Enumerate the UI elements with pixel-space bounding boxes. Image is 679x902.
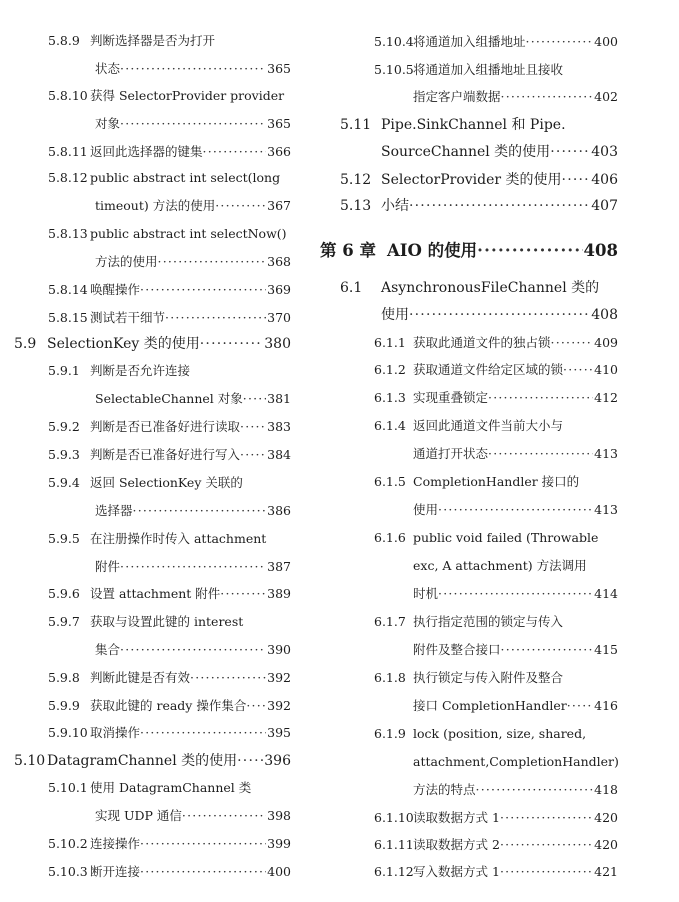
toc-entry-line bbox=[0, 331, 300, 357]
toc-page-number[interactable]: 367 bbox=[267, 198, 291, 213]
toc-entry-number: 5.8.10 bbox=[48, 88, 88, 103]
toc-entry-line bbox=[318, 637, 626, 663]
toc-entry-title: exc, A attachment) 方法调用 bbox=[413, 558, 587, 573]
toc-entry-leader-line bbox=[90, 414, 291, 440]
toc-entry-line bbox=[318, 275, 626, 301]
toc-entry-title: CompletionHandler 接口的 bbox=[413, 474, 580, 489]
dot-leader bbox=[203, 139, 267, 165]
toc-page-number[interactable]: 415 bbox=[594, 642, 618, 657]
toc-entry-leader-line bbox=[95, 637, 291, 663]
toc-entry-leader-line bbox=[381, 193, 618, 219]
toc-entry-line bbox=[0, 111, 300, 137]
dot-leader bbox=[438, 497, 593, 523]
toc-entry-leader-line bbox=[95, 56, 291, 82]
toc-entry-title: 获取与设置此键的 interest bbox=[90, 614, 244, 629]
toc-page-number[interactable]: 392 bbox=[267, 670, 291, 685]
toc-page-number[interactable]: 365 bbox=[267, 116, 291, 131]
toc-entry-line bbox=[0, 775, 300, 801]
dot-leader bbox=[551, 330, 594, 356]
toc-entry-title: SelectionKey 类的使用 bbox=[47, 336, 200, 352]
dot-leader bbox=[562, 167, 591, 193]
toc-entry-title: 在注册操作时传入 attachment bbox=[90, 531, 267, 546]
toc-entry-line bbox=[318, 357, 626, 383]
toc-entry-number: 5.9.1 bbox=[48, 363, 80, 378]
toc-entry-title: SelectableChannel 对象 bbox=[95, 391, 243, 406]
toc-entry-number: 5.9.8 bbox=[48, 670, 80, 685]
toc-entry-title: 小结 bbox=[381, 198, 409, 214]
toc-entry-leader-line bbox=[95, 249, 291, 275]
toc-entry-line bbox=[318, 469, 626, 495]
toc-page-number[interactable]: 381 bbox=[267, 391, 291, 406]
toc-entry-line bbox=[0, 470, 300, 496]
toc-entry-leader-line bbox=[413, 637, 618, 663]
toc-entry-title: 判断选择器是否为打开 bbox=[90, 33, 216, 48]
toc-entry-title: 实现 UDP 通信 bbox=[95, 808, 182, 823]
toc-entry-leader-line bbox=[95, 554, 291, 580]
toc-entry-title: 断开连接 bbox=[90, 864, 141, 879]
toc-entry-leader-line bbox=[413, 441, 618, 467]
dot-leader bbox=[488, 385, 593, 411]
toc-entry-line bbox=[318, 112, 626, 138]
toc-page-number[interactable]: 410 bbox=[594, 362, 618, 377]
toc-page-number[interactable]: 395 bbox=[267, 725, 291, 740]
toc-entry-number: 6.1.1 bbox=[374, 335, 406, 350]
toc-entry-title: 返回此选择器的键集 bbox=[90, 144, 203, 159]
toc-entry-title: 指定客户端数据 bbox=[413, 89, 501, 104]
toc-entry-title: 判断是否已准备好进行读取 bbox=[90, 419, 241, 434]
toc-entry-leader-line bbox=[90, 139, 291, 165]
toc-entry-title: 选择器 bbox=[95, 503, 133, 518]
toc-entry-leader-line bbox=[95, 498, 291, 524]
dot-leader bbox=[438, 581, 593, 607]
toc-entry-line bbox=[0, 803, 300, 829]
dot-leader bbox=[488, 441, 593, 467]
toc-entry-title: Pipe.SinkChannel 和 Pipe. bbox=[381, 117, 566, 133]
toc-entry-line bbox=[0, 193, 300, 219]
toc-entry-line bbox=[318, 330, 626, 356]
dot-leader bbox=[563, 357, 593, 383]
toc-entry-number: 6.1.9 bbox=[374, 726, 406, 741]
toc-entry-line bbox=[0, 609, 300, 635]
toc-entry-title: 将通道加入组播地址且接收 bbox=[413, 62, 564, 77]
toc-entry-leader-line bbox=[47, 331, 291, 357]
dot-leader bbox=[220, 581, 266, 607]
toc-entry-number: 5.10 bbox=[14, 753, 46, 769]
dot-leader bbox=[237, 748, 263, 774]
toc-entry-number: 5.9.9 bbox=[48, 698, 80, 713]
toc-entry-title: 写入数据方式 1 bbox=[413, 864, 500, 879]
toc-entry-line bbox=[0, 56, 300, 82]
toc-page-number[interactable]: 387 bbox=[267, 559, 291, 574]
toc-entry-title: 方法的特点 bbox=[413, 782, 476, 797]
toc-entry-number: 5.8.14 bbox=[48, 282, 88, 297]
toc-entry-leader-line bbox=[413, 832, 618, 858]
toc-entry-line bbox=[0, 554, 300, 580]
dot-leader bbox=[140, 859, 266, 885]
toc-page-number[interactable]: 421 bbox=[594, 864, 618, 879]
toc-entry-leader-line bbox=[413, 84, 618, 110]
toc-entry-line bbox=[0, 165, 300, 191]
toc-entry-leader-line bbox=[90, 859, 291, 885]
toc-entry-line bbox=[0, 358, 300, 384]
toc-entry-leader-line bbox=[381, 167, 618, 193]
toc-page-number[interactable]: 402 bbox=[594, 89, 618, 104]
dot-leader bbox=[409, 193, 590, 219]
toc-entry-number: 5.12 bbox=[340, 172, 372, 188]
dot-leader bbox=[215, 193, 266, 219]
toc-entry-title: SourceChannel 类的使用 bbox=[381, 144, 551, 160]
toc-entry-line bbox=[0, 305, 300, 331]
dot-leader bbox=[477, 238, 582, 264]
toc-entry-title: attachment,CompletionHandler) bbox=[413, 754, 619, 769]
toc-entry-title: 执行指定范围的锁定与传入 bbox=[413, 614, 564, 629]
toc-entry-title: 设置 attachment 附件 bbox=[90, 586, 221, 601]
toc-entry-number: 5.8.9 bbox=[48, 33, 80, 48]
toc-entry-line bbox=[318, 609, 626, 635]
toc-page-number[interactable]: 368 bbox=[267, 254, 291, 269]
toc-entry-line bbox=[318, 302, 626, 328]
toc-page-number[interactable]: 370 bbox=[267, 310, 291, 325]
toc-entry-title: 取消操作 bbox=[90, 725, 141, 740]
toc-entry-title: DatagramChannel 类的使用 bbox=[47, 753, 238, 769]
toc-entry-title: 使用 DatagramChannel 类 bbox=[90, 780, 252, 795]
toc-entry-line bbox=[0, 442, 300, 468]
toc-entry-title: 对象 bbox=[95, 116, 121, 131]
toc-entry-leader-line bbox=[90, 442, 291, 468]
toc-entry-title: 附件及整合接口 bbox=[413, 642, 501, 657]
toc-entry-leader-line bbox=[95, 111, 291, 137]
toc-entry-number: 6.1.12 bbox=[374, 864, 414, 879]
toc-entry-line bbox=[318, 832, 626, 858]
toc-page-number[interactable]: 406 bbox=[591, 172, 618, 188]
toc-page-number[interactable]: 409 bbox=[594, 335, 618, 350]
toc-page-number[interactable]: 400 bbox=[594, 34, 618, 49]
toc-entry-number: 第 6 章 bbox=[320, 241, 376, 260]
toc-entry-title: 状态 bbox=[95, 61, 121, 76]
toc-entry-title: 时机 bbox=[413, 586, 439, 601]
toc-entry-title: 实现重叠锁定 bbox=[413, 390, 489, 405]
toc-entry-title: 判断是否已准备好进行写入 bbox=[90, 447, 241, 462]
toc-entry-title: 测试若干细节 bbox=[90, 310, 166, 325]
toc-entry-line bbox=[0, 831, 300, 857]
toc-page-number[interactable]: 420 bbox=[594, 837, 618, 852]
toc-entry-line bbox=[0, 665, 300, 691]
toc-entry-line bbox=[0, 414, 300, 440]
toc-entry-line bbox=[318, 413, 626, 439]
toc-entry-number: 5.10.1 bbox=[48, 780, 88, 795]
toc-page-number[interactable]: 398 bbox=[267, 808, 291, 823]
toc-entry-line bbox=[0, 83, 300, 109]
toc-entry-number: 5.10.5 bbox=[374, 62, 414, 77]
toc-page-number[interactable]: 369 bbox=[267, 282, 291, 297]
toc-entry-number: 6.1.7 bbox=[374, 614, 406, 629]
toc-entry-title: 读取数据方式 2 bbox=[413, 837, 500, 852]
dot-leader bbox=[120, 111, 266, 137]
toc-entry-line bbox=[318, 805, 626, 831]
toc-entry-number: 6.1.6 bbox=[374, 530, 406, 545]
toc-entry-leader-line bbox=[90, 831, 291, 857]
toc-entry-leader-line bbox=[413, 357, 618, 383]
toc-entry-number: 5.11 bbox=[340, 117, 372, 133]
dot-leader bbox=[526, 29, 594, 55]
toc-entry-number: 5.9.7 bbox=[48, 614, 80, 629]
toc-entry-line bbox=[318, 497, 626, 523]
toc-page-number[interactable]: 399 bbox=[267, 836, 291, 851]
dot-leader bbox=[165, 305, 266, 331]
dot-leader bbox=[158, 249, 267, 275]
toc-entry-title: 返回此通道文件当前大小与 bbox=[413, 418, 564, 433]
toc-entry-leader-line bbox=[413, 693, 618, 719]
dot-leader bbox=[140, 277, 266, 303]
toc-entry-line bbox=[318, 385, 626, 411]
toc-page-number[interactable]: 389 bbox=[267, 586, 291, 601]
toc-entry-title: public abstract int selectNow() bbox=[90, 226, 287, 241]
toc-entry-line bbox=[318, 665, 626, 691]
toc-entry-line bbox=[318, 525, 626, 551]
toc-entry-line bbox=[0, 720, 300, 746]
toc-entry-title: 获取通道文件给定区域的锁 bbox=[413, 362, 564, 377]
toc-entry-number: 5.9.10 bbox=[48, 725, 88, 740]
dot-leader bbox=[182, 803, 266, 829]
toc-page-number[interactable]: 400 bbox=[267, 864, 291, 879]
toc-entry-number: 6.1.10 bbox=[374, 810, 414, 825]
toc-entry-title: 方法的使用 bbox=[95, 254, 158, 269]
toc-entry-number: 5.9.2 bbox=[48, 419, 80, 434]
toc-page-number[interactable]: 408 bbox=[583, 241, 618, 260]
toc-entry-leader-line bbox=[381, 302, 618, 328]
toc-page-number[interactable]: 403 bbox=[591, 144, 618, 160]
dot-leader bbox=[409, 302, 590, 328]
dot-leader bbox=[246, 693, 266, 719]
toc-entry-title: timeout) 方法的使用 bbox=[95, 198, 216, 213]
toc-entry-leader-line bbox=[413, 497, 618, 523]
toc-entry-number: 6.1.8 bbox=[374, 670, 406, 685]
dot-leader bbox=[133, 498, 267, 524]
toc-entry-leader-line bbox=[413, 777, 618, 803]
toc-entry-number: 5.13 bbox=[340, 198, 372, 214]
dot-leader bbox=[501, 84, 594, 110]
dot-leader bbox=[476, 777, 594, 803]
dot-leader bbox=[140, 720, 266, 746]
toc-entry-line bbox=[318, 84, 626, 110]
toc-entry-leader-line bbox=[413, 385, 618, 411]
toc-entry-line bbox=[0, 748, 300, 774]
toc-entry-title: 判断是否允许连接 bbox=[90, 363, 191, 378]
toc-entry-leader-line bbox=[95, 386, 291, 412]
dot-leader bbox=[243, 386, 266, 412]
dot-leader bbox=[500, 859, 593, 885]
toc-entry-line bbox=[318, 749, 626, 775]
toc-entry-line bbox=[0, 139, 300, 165]
toc-entry-number: 5.8.15 bbox=[48, 310, 88, 325]
toc-entry-title: public void failed (Throwable bbox=[413, 530, 599, 545]
toc-entry-number: 6.1.4 bbox=[374, 418, 406, 433]
toc-entry-title: 集合 bbox=[95, 642, 121, 657]
toc-page-number[interactable]: 383 bbox=[267, 419, 291, 434]
toc-page-number[interactable]: 386 bbox=[267, 503, 291, 518]
toc-entry-line bbox=[0, 221, 300, 247]
toc-entry-line bbox=[0, 526, 300, 552]
toc-entry-number: 6.1.2 bbox=[374, 362, 406, 377]
dot-leader bbox=[200, 331, 264, 357]
toc-entry-leader-line bbox=[95, 193, 291, 219]
toc-entry-number: 5.9.4 bbox=[48, 475, 80, 490]
toc-page-number[interactable]: 408 bbox=[591, 307, 618, 323]
dot-leader bbox=[240, 442, 266, 468]
toc-entry-leader-line bbox=[90, 305, 291, 331]
toc-entry-title: AIO 的使用 bbox=[387, 241, 478, 260]
toc-page-number[interactable]: 396 bbox=[264, 753, 291, 769]
toc-entry-title: 连接操作 bbox=[90, 836, 141, 851]
toc-entry-number: 6.1.3 bbox=[374, 390, 406, 405]
toc-page-number[interactable]: 414 bbox=[594, 586, 618, 601]
dot-leader bbox=[120, 56, 266, 82]
dot-leader bbox=[120, 637, 266, 663]
toc-entry-line bbox=[318, 29, 626, 55]
toc-entry-line bbox=[0, 637, 300, 663]
toc-entry-title: 使用 bbox=[381, 307, 409, 323]
toc-entry-number: 6.1.5 bbox=[374, 474, 406, 489]
toc-entry-title: public abstract int select(long bbox=[90, 170, 281, 185]
toc-entry-title: 附件 bbox=[95, 559, 121, 574]
toc-entry-line bbox=[0, 277, 300, 303]
toc-entry-leader-line bbox=[90, 720, 291, 746]
toc-page-number[interactable]: 392 bbox=[267, 698, 291, 713]
toc-entry-line bbox=[318, 167, 626, 193]
toc-entry-line bbox=[318, 553, 626, 579]
toc-entry-leader-line bbox=[381, 139, 618, 165]
toc-entry-line bbox=[0, 28, 300, 54]
toc-entry-number: 5.9 bbox=[14, 336, 37, 352]
toc-page-number[interactable]: 413 bbox=[594, 446, 618, 461]
toc-page-number[interactable]: 390 bbox=[267, 642, 291, 657]
toc-entry-leader-line bbox=[413, 29, 618, 55]
toc-entry-leader-line bbox=[413, 859, 618, 885]
dot-leader bbox=[500, 832, 593, 858]
toc-page-number[interactable]: 413 bbox=[594, 502, 618, 517]
toc-entry-title: lock (position, size, shared, bbox=[413, 726, 587, 741]
dot-leader bbox=[501, 637, 594, 663]
toc-entry-number: 6.1.11 bbox=[374, 837, 414, 852]
toc-entry-title: 接口 CompletionHandler bbox=[413, 698, 567, 713]
dot-leader bbox=[140, 831, 266, 857]
toc-entry-line bbox=[318, 238, 626, 264]
toc-entry-title: 将通道加入组播地址 bbox=[413, 34, 526, 49]
toc-entry-title: SelectorProvider 类的使用 bbox=[381, 172, 562, 188]
toc-entry-title: 通道打开状态 bbox=[413, 446, 489, 461]
toc-entry-leader-line bbox=[90, 665, 291, 691]
toc-page-number[interactable]: 407 bbox=[591, 198, 618, 214]
toc-entry-line bbox=[318, 721, 626, 747]
toc-entry-line bbox=[318, 57, 626, 83]
toc-page-number[interactable]: 366 bbox=[267, 144, 291, 159]
toc-entry-title: 唤醒操作 bbox=[90, 282, 141, 297]
toc-entry-leader-line bbox=[47, 748, 291, 774]
toc-entry-leader-line bbox=[95, 803, 291, 829]
toc-page-number[interactable]: 384 bbox=[267, 447, 291, 462]
toc-entry-line bbox=[0, 859, 300, 885]
toc-entry-number: 5.9.3 bbox=[48, 447, 80, 462]
toc-page-number[interactable]: 365 bbox=[267, 61, 291, 76]
dot-leader bbox=[550, 139, 590, 165]
toc-entry-title: 读取数据方式 1 bbox=[413, 810, 500, 825]
toc-entry-line bbox=[318, 193, 626, 219]
toc-entry-title: AsynchronousFileChannel 类的 bbox=[381, 280, 600, 296]
dot-leader bbox=[500, 805, 593, 831]
toc-entry-line bbox=[0, 498, 300, 524]
toc-entry-leader-line bbox=[413, 581, 618, 607]
toc-entry-title: 获得 SelectorProvider provider bbox=[90, 88, 285, 103]
toc-entry-number: 5.8.12 bbox=[48, 170, 88, 185]
toc-entry-title: 返回 SelectionKey 关联的 bbox=[90, 475, 243, 490]
dot-leader bbox=[120, 554, 266, 580]
toc-page-number[interactable]: 418 bbox=[594, 782, 618, 797]
toc-page-number[interactable]: 416 bbox=[594, 698, 618, 713]
toc-entry-title: 获取此通道文件的独占锁 bbox=[413, 335, 551, 350]
toc-entry-number: 5.8.11 bbox=[48, 144, 88, 159]
toc-entry-leader-line bbox=[90, 277, 291, 303]
dot-leader bbox=[240, 414, 266, 440]
toc-entry-leader-line bbox=[413, 330, 618, 356]
toc-entry-leader-line bbox=[413, 805, 618, 831]
toc-entry-line bbox=[318, 693, 626, 719]
toc-entry-number: 5.10.4 bbox=[374, 34, 414, 49]
toc-entry-line bbox=[0, 581, 300, 607]
toc-entry-line bbox=[318, 859, 626, 885]
toc-entry-line bbox=[0, 386, 300, 412]
toc-entry-leader-line bbox=[387, 238, 618, 264]
toc-entry-leader-line bbox=[90, 693, 291, 719]
toc-entry-leader-line bbox=[90, 581, 291, 607]
toc-entry-number: 5.9.5 bbox=[48, 531, 80, 546]
dot-leader bbox=[567, 693, 593, 719]
toc-entry-line bbox=[318, 441, 626, 467]
toc-entry-line bbox=[0, 693, 300, 719]
toc-page-number[interactable]: 380 bbox=[264, 336, 291, 352]
toc-entry-title: 判断此键是否有效 bbox=[90, 670, 191, 685]
toc-page-number[interactable]: 420 bbox=[594, 810, 618, 825]
toc-entry-number: 5.10.2 bbox=[48, 836, 88, 851]
toc-entry-line bbox=[318, 139, 626, 165]
toc-entry-number: 5.9.6 bbox=[48, 586, 80, 601]
toc-entry-number: 5.8.13 bbox=[48, 226, 88, 241]
toc-entry-line bbox=[318, 581, 626, 607]
toc-entry-line bbox=[0, 249, 300, 275]
toc-entry-number: 5.10.3 bbox=[48, 864, 88, 879]
toc-entry-title: 执行锁定与传入附件及整合 bbox=[413, 670, 564, 685]
toc-page-number[interactable]: 412 bbox=[594, 390, 618, 405]
toc-entry-line bbox=[318, 777, 626, 803]
dot-leader bbox=[190, 665, 266, 691]
toc-entry-title: 使用 bbox=[413, 502, 439, 517]
toc-entry-title: 获取此键的 ready 操作集合 bbox=[90, 698, 247, 713]
toc-entry-number: 6.1 bbox=[340, 280, 363, 296]
